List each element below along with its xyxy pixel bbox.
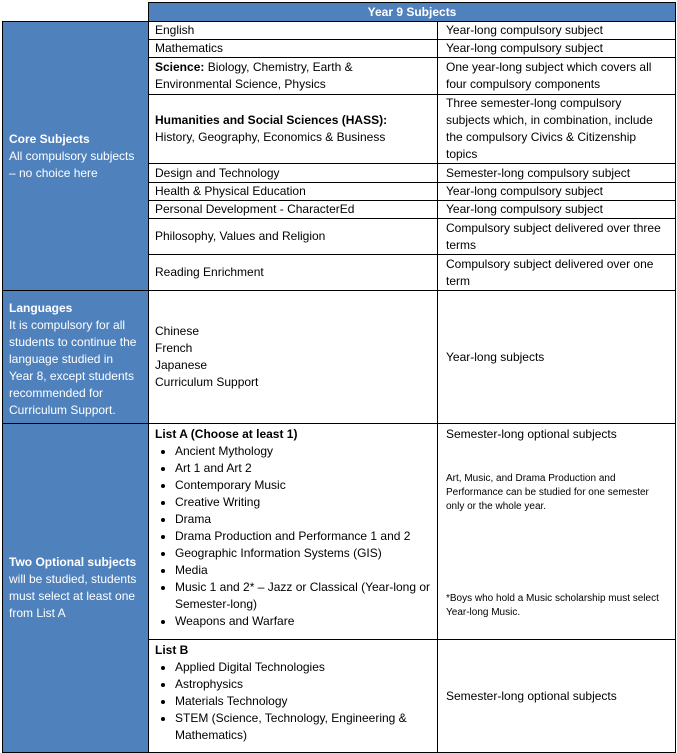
list-b: [155, 659, 431, 744]
list-item: • Geographic Information Systems (GIS): [175, 545, 431, 562]
music-scholarship-note: *Boys who hold a Music scholarship must select Year-long Music.: [446, 593, 659, 618]
subject-cell: [149, 58, 438, 95]
list-item: • Weapons and Warfare: [175, 613, 431, 630]
core-note: All compulsory subjects – no choice here: [9, 148, 135, 180]
list-item: • Ancient Mythology: [175, 443, 431, 460]
list-a-cell: [149, 424, 438, 640]
subject-cell: English: [149, 22, 438, 40]
list-item: • Drama: [175, 511, 431, 528]
list-a-note: Art, Music, and Drama Production and Performance can be studied for one semester only or the whole year.: [446, 473, 649, 512]
list-a-desc: Semester-long optional subjects: [446, 427, 617, 441]
language-item: Japanese: [155, 358, 208, 372]
core-heading: Core Subjects: [9, 131, 90, 146]
subject-bold-label: Humanities and Social Sciences (HASS):: [155, 113, 388, 127]
list-b-title: List B: [155, 643, 189, 657]
desc-cell: Year-long compulsory subject: [438, 40, 676, 58]
desc-cell: One year-long subject which covers all four compulsory components: [438, 58, 676, 95]
subject-cell: Philosophy, Values and Religion: [149, 219, 438, 255]
subjects-table: [2, 2, 676, 753]
list-item: • Art 1 and Art 2: [175, 460, 431, 477]
table-title: Year 9 Subjects: [149, 3, 676, 22]
desc-cell: Compulsory subject delivered over three terms: [438, 219, 676, 255]
list-item: • Applied Digital Technologies: [175, 659, 431, 676]
subject-cell: Health & Physical Education: [149, 183, 438, 201]
languages-heading: Languages: [9, 301, 73, 315]
optional-heading: Two Optional subjects: [9, 555, 137, 569]
list-a-desc-cell: [438, 424, 676, 640]
list-item: • Media: [175, 562, 431, 579]
desc-cell: Semester-long optional subjects: [438, 640, 676, 753]
subject-cell: [149, 95, 438, 164]
desc-cell: Year-long compulsory subject: [438, 22, 676, 40]
list-item: • Astrophysics: [175, 676, 431, 693]
core-category-cell: [3, 22, 149, 291]
list-a-title: List A (Choose at least 1): [155, 427, 298, 441]
subject-bold-label: Science:: [155, 60, 205, 74]
list-item: • Creative Writing: [175, 494, 431, 511]
desc-cell: Semester-long compulsory subject: [438, 164, 676, 183]
desc-cell: Year-long compulsory subject: [438, 183, 676, 201]
list-item: • STEM (Science, Technology, Engineering & Mathematics): [175, 710, 431, 744]
list-item: • Music 1 and 2* – Jazz or Classical (Year-long or Semester-long): [175, 579, 431, 613]
language-item: Curriculum Support: [155, 375, 259, 389]
subject-detail: History, Geography, Economics & Business: [155, 130, 386, 144]
subject-detail: Biology, Chemistry, Earth & Environmental Science, Physics: [155, 60, 353, 91]
desc-cell: Year-long subjects: [438, 291, 676, 424]
subject-cell: Personal Development - CharacterEd: [149, 201, 438, 219]
list-a: [155, 443, 431, 630]
language-item: French: [155, 341, 193, 355]
desc-cell: Year-long compulsory subject: [438, 201, 676, 219]
languages-note: It is compulsory for all students to continue the language studied in Year 8, except students recommended for Curriculum Support.: [9, 318, 137, 417]
list-item: • Drama Production and Performance 1 and 2: [175, 528, 431, 545]
desc-cell: Compulsory subject delivered over one term: [438, 255, 676, 291]
optional-note: will be studied, students must select at least one from List A: [9, 572, 137, 620]
languages-category-cell: [3, 291, 149, 424]
languages-list: [149, 291, 438, 424]
optional-category-cell: [3, 424, 149, 753]
list-item: • Contemporary Music: [175, 477, 431, 494]
list-item: • Materials Technology: [175, 693, 431, 710]
list-b-cell: [149, 640, 438, 753]
subject-cell: Design and Technology: [149, 164, 438, 183]
subject-cell: Reading Enrichment: [149, 255, 438, 291]
language-item: Chinese: [155, 324, 200, 338]
subject-cell: Mathematics: [149, 40, 438, 58]
desc-cell: Three semester-long compulsory subjects which, in combination, include the compulsory Civics & Citizenship topics: [438, 95, 676, 164]
